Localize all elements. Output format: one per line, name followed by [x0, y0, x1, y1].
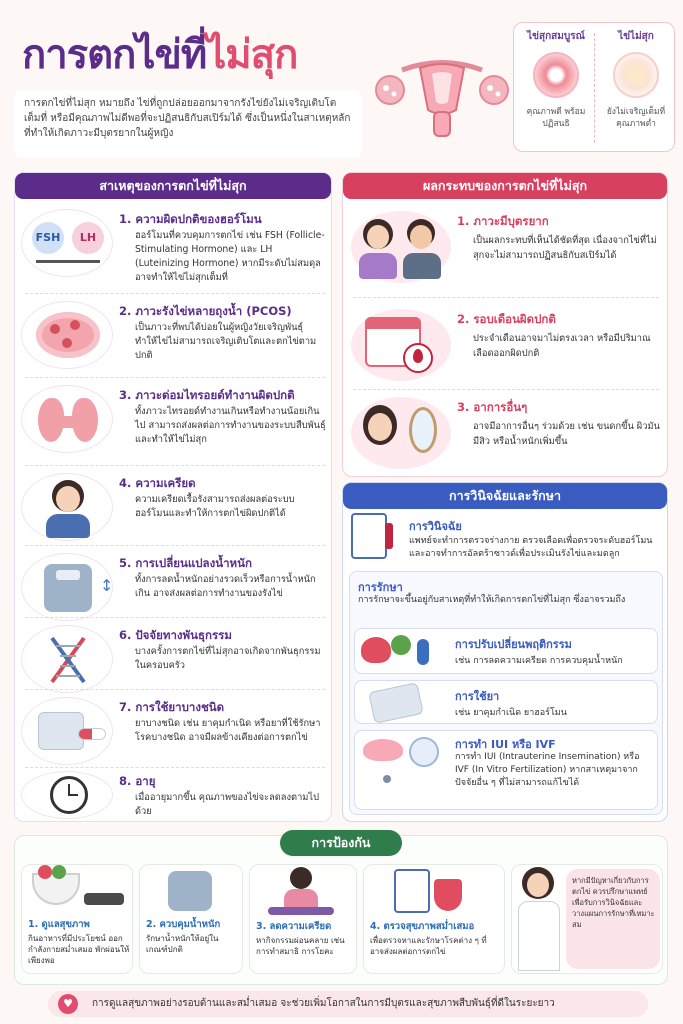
diagnosis-desc: แพทย์จะทำการตรวจร่างกาย ตรวจเลือดเพื่อตรวจระดับฮอร์โมน และอาจทำการอัลตร้าซาวด์เพื่อประเมินรังไข่และมดลูก	[409, 536, 653, 559]
prevention-desc: หากิจกรรมผ่อนคลาย เช่น การทำสมาธิ การโยคะ	[256, 936, 345, 956]
prevention-title: 1. ดูแลสุขภาพ	[28, 919, 90, 930]
lh-label: LH	[72, 222, 104, 254]
scale-beam	[36, 260, 100, 263]
prevention-panel	[14, 835, 668, 985]
mature-egg-icon	[533, 52, 579, 98]
cause-desc: บางครั้งการตกไข่ที่ไม่สุกอาจเกิดจากพันธุกรรมในครอบครัว	[135, 646, 321, 671]
microscope-egg-icon	[409, 737, 439, 767]
divider	[25, 377, 325, 378]
meditation-icon	[290, 867, 312, 889]
effect-title: 3. อาการอื่นๆ	[457, 400, 528, 414]
cause-desc: ฮอร์โมนที่ควบคุมการตกไข่ เช่น FSH (Follicle-Stimulating Hormone) และ LH (Luteinizing Hormone) หากมีระดับไม่สมดุล อาจทำให้ไข่ไม่สุกเต็มที่	[135, 230, 325, 283]
clock-icon	[21, 771, 113, 819]
fsh-label: FSH	[32, 222, 64, 254]
treatment-title: การรักษา	[358, 581, 403, 594]
treatment-box	[349, 571, 663, 815]
sperm-icon	[383, 775, 391, 783]
uterus-small-icon	[363, 739, 403, 761]
prevention-card	[363, 864, 505, 974]
diagnosis-panel	[342, 482, 668, 822]
causes-panel	[14, 172, 332, 822]
effect-title: 1. ภาวะมีบุตรยาก	[457, 214, 549, 228]
diagnosis-title: การวินิจฉัย	[409, 520, 462, 533]
egg-divider	[594, 33, 595, 143]
scale-icon	[168, 871, 212, 911]
egg-comparison-card	[513, 22, 675, 152]
treatment-option-desc: เช่น การลดความเครียด การควบคุมน้ำหนัก	[455, 656, 623, 666]
heart-icon: ♥	[58, 994, 78, 1014]
weight-scale-icon: ↕	[21, 553, 113, 621]
divider	[353, 389, 659, 390]
cause-desc: ยาบางชนิด เช่น ยาคุมกำเนิด หรือยาที่ใช้รักษาโรคบางชนิด อาจมีผลข้างเคียงต่อการตกไข่	[135, 718, 321, 743]
effect-desc: อาจมีอาการอื่นๆ ร่วมด้วย เช่น ขนดกขึ้น ผิวมัน มีสิว หรือน้ำหนักเพิ่มขึ้น	[473, 421, 660, 447]
cause-title: 7. การใช้ยาบางชนิด	[119, 700, 225, 714]
effects-heading: ผลกระทบของการตกไข่ที่ไม่สุก	[343, 173, 667, 199]
prevention-title: 2. ควบคุมน้ำหนัก	[146, 919, 221, 930]
divider	[353, 297, 659, 298]
treatment-option	[354, 730, 658, 810]
pills-icon	[21, 697, 113, 765]
divider	[25, 293, 325, 294]
worried-couple-icon	[351, 211, 451, 283]
broccoli-icon	[391, 635, 411, 655]
hormone-balance-icon	[21, 209, 113, 277]
stressed-woman-icon	[21, 473, 113, 541]
immature-egg-icon	[613, 52, 659, 98]
shield-heart-icon	[434, 879, 462, 911]
prevention-desc: เพื่อตรวจหาและรักษาโรคต่าง ๆ ที่อาจส่งผลต่อการตกไข่	[370, 936, 487, 956]
title-part2: ไม่สุก	[206, 32, 298, 78]
treatment-option-title: การปรับเปลี่ยนพฤติกรรม	[455, 638, 572, 651]
speech-bubble	[566, 869, 660, 969]
woman-mirror-icon	[351, 397, 451, 469]
page-title	[22, 22, 297, 86]
ovary-cysts-icon	[21, 301, 113, 369]
mature-egg	[516, 29, 596, 130]
blood-tube-icon	[385, 523, 393, 549]
cause-desc: ทั้งการลดน้ำหนักอย่างรวดเร็วหรือการน้ำหนักเกิน อาจส่งผลต่อการทำงานของรังไข่	[135, 574, 316, 599]
immature-egg	[596, 29, 676, 130]
prevention-title: 3. ลดความเครียด	[256, 921, 332, 932]
dna-icon	[21, 625, 113, 693]
divider	[25, 617, 325, 618]
divider	[25, 465, 325, 466]
prevention-card	[139, 864, 243, 974]
doctor-card	[511, 864, 663, 974]
cause-title: 4. ความเครียด	[119, 476, 196, 490]
clipboard-icon	[351, 513, 387, 559]
prevention-desc: รักษาน้ำหนักให้อยู่ในเกณฑ์ปกติ	[146, 934, 219, 954]
treatment-option-desc: การทำ IUI (Intrauterine Insemination) หรือ IVF (In Vitro Fertilization) หากสาเหตุมาจากปัจจัยอื่น ๆ ที่ไม่สามารถแก้ไขได้	[455, 752, 640, 788]
cause-title: 8. อายุ	[119, 774, 156, 788]
diagnosis-heading: การวินิจฉัยและรักษา	[343, 483, 667, 509]
mature-egg-desc: คุณภาพดี พร้อมปฏิสนธิ	[526, 107, 586, 129]
prevention-card	[249, 864, 357, 974]
heart-icon	[361, 637, 391, 663]
cause-title: 5. การเปลี่ยนแปลงน้ำหนัก	[119, 556, 252, 570]
treatment-option-title: การใช้ยา	[455, 690, 500, 703]
treatment-desc: การรักษาจะขึ้นอยู่กับสาเหตุที่ทำให้เกิดการตกไข่ที่ไม่สุก ซึ่งอาจรวมถึง	[358, 595, 626, 605]
divider	[25, 767, 325, 768]
divider	[25, 689, 325, 690]
calendar-blood-icon	[351, 309, 451, 381]
prevention-heading: การป้องกัน	[280, 830, 402, 856]
cause-desc: เมื่ออายุมากขึ้น คุณภาพของไข่จะลดลงตามไปด้วย	[135, 792, 319, 817]
runner-icon	[417, 639, 429, 665]
footer-text: การดูแลสุขภาพอย่างรอบด้านและสม่ำเสมอ จะช่วยเพิ่มโอกาสในการมีบุตรและสุขภาพสืบพันธุ์ที่ดีในระยะยาว	[92, 998, 555, 1009]
dumbbell-icon	[84, 893, 124, 905]
cause-desc: เป็นภาวะที่พบได้บ่อยในผู้หญิงวัยเจริญพันธุ์ ทำให้ไข่ไม่สามารถเจริญเติบโตและตกไข่ตามปกติ	[135, 322, 317, 361]
footer-banner	[48, 991, 648, 1017]
treatment-option-desc: เช่น ยาคุมกำเนิด ยาฮอร์โมน	[455, 708, 567, 718]
treatment-option	[354, 628, 658, 674]
effect-title: 2. รอบเดือนผิดปกติ	[457, 312, 556, 326]
prevention-card	[21, 864, 133, 974]
cause-title: 6. ปัจจัยทางพันธุกรรม	[119, 628, 232, 642]
uterus-icon	[372, 40, 512, 140]
treatment-option	[354, 680, 658, 724]
cause-title: 2. ภาวะรังไข่หลายถุงน้ำ (PCOS)	[119, 304, 292, 318]
divider	[25, 545, 325, 546]
title-part1: การตกไข่ที่	[22, 32, 207, 78]
immature-egg-title: ไข่ไม่สุก	[618, 31, 654, 42]
cause-desc: ความเครียดเรื้อรังสามารถส่งผลต่อระบบฮอร์โมนและทำให้การตกไข่ผิดปกติได้	[135, 494, 295, 519]
treatment-option-title: การทำ IUI หรือ IVF	[455, 738, 556, 751]
cause-title: 3. ภาวะต่อมไทรอยด์ทำงานผิดปกติ	[119, 388, 295, 402]
effects-panel	[342, 172, 668, 477]
thyroid-icon	[21, 385, 113, 453]
checklist-icon	[394, 869, 430, 913]
intro-text: การตกไข่ที่ไม่สุก หมายถึง ไข่ที่ถูกปล่อยออกมาจากรังไข่ยังไม่เจริญเติบโตเต็มที่ หรือมีคุณภาพไม่ดีพอที่จะปฏิสนธิกับสเปิร์มได้ ซึ่งเป็นหนึ่งในสาเหตุหลักที่ทำให้เกิดภาวะมีบุตรยากในผู้หญิง	[14, 90, 362, 158]
effect-desc: ประจำเดือนอาจมาไม่ตรงเวลา หรือมีปริมาณเลือดออกผิดปกติ	[473, 333, 651, 359]
cause-desc: ทั้งภาวะไทรอยด์ทำงานเกินหรือทำงานน้อยเกินไป สามารถส่งผลต่อการทำงานของระบบสืบพันธุ์และทำให้ไข่ไม่สุก	[135, 406, 326, 445]
prevention-title: 4. ตรวจสุขภาพสม่ำเสมอ	[370, 921, 475, 932]
mature-egg-title: ไข่สุกสมบูรณ์	[527, 31, 585, 42]
pill-pack-icon	[368, 682, 424, 724]
causes-heading: สาเหตุของการตกไข่ที่ไม่สุก	[15, 173, 331, 199]
doctor-note: หากมีปัญหาเกี่ยวกับการตกไข่ ควรปรึกษาแพทย์เพื่อรับการวินิจฉัยและวางแผนการรักษาที่เหมาะสม	[572, 876, 655, 929]
prevention-desc: กินอาหารที่มีประโยชน์ ออกกำลังกายสม่ำเสมอ พักผ่อนให้เพียงพอ	[28, 934, 130, 965]
effect-desc: เป็นผลกระทบที่เห็นได้ชัดที่สุด เนื่องจากไข่ที่ไม่สุกจะไม่สามารถปฏิสนธิกับสเปิร์มได้	[473, 235, 657, 261]
immature-egg-desc: ยังไม่เจริญเต็มที่ คุณภาพต่ำ	[606, 107, 666, 129]
cause-title: 1. ความผิดปกติของฮอร์โมน	[119, 212, 262, 226]
